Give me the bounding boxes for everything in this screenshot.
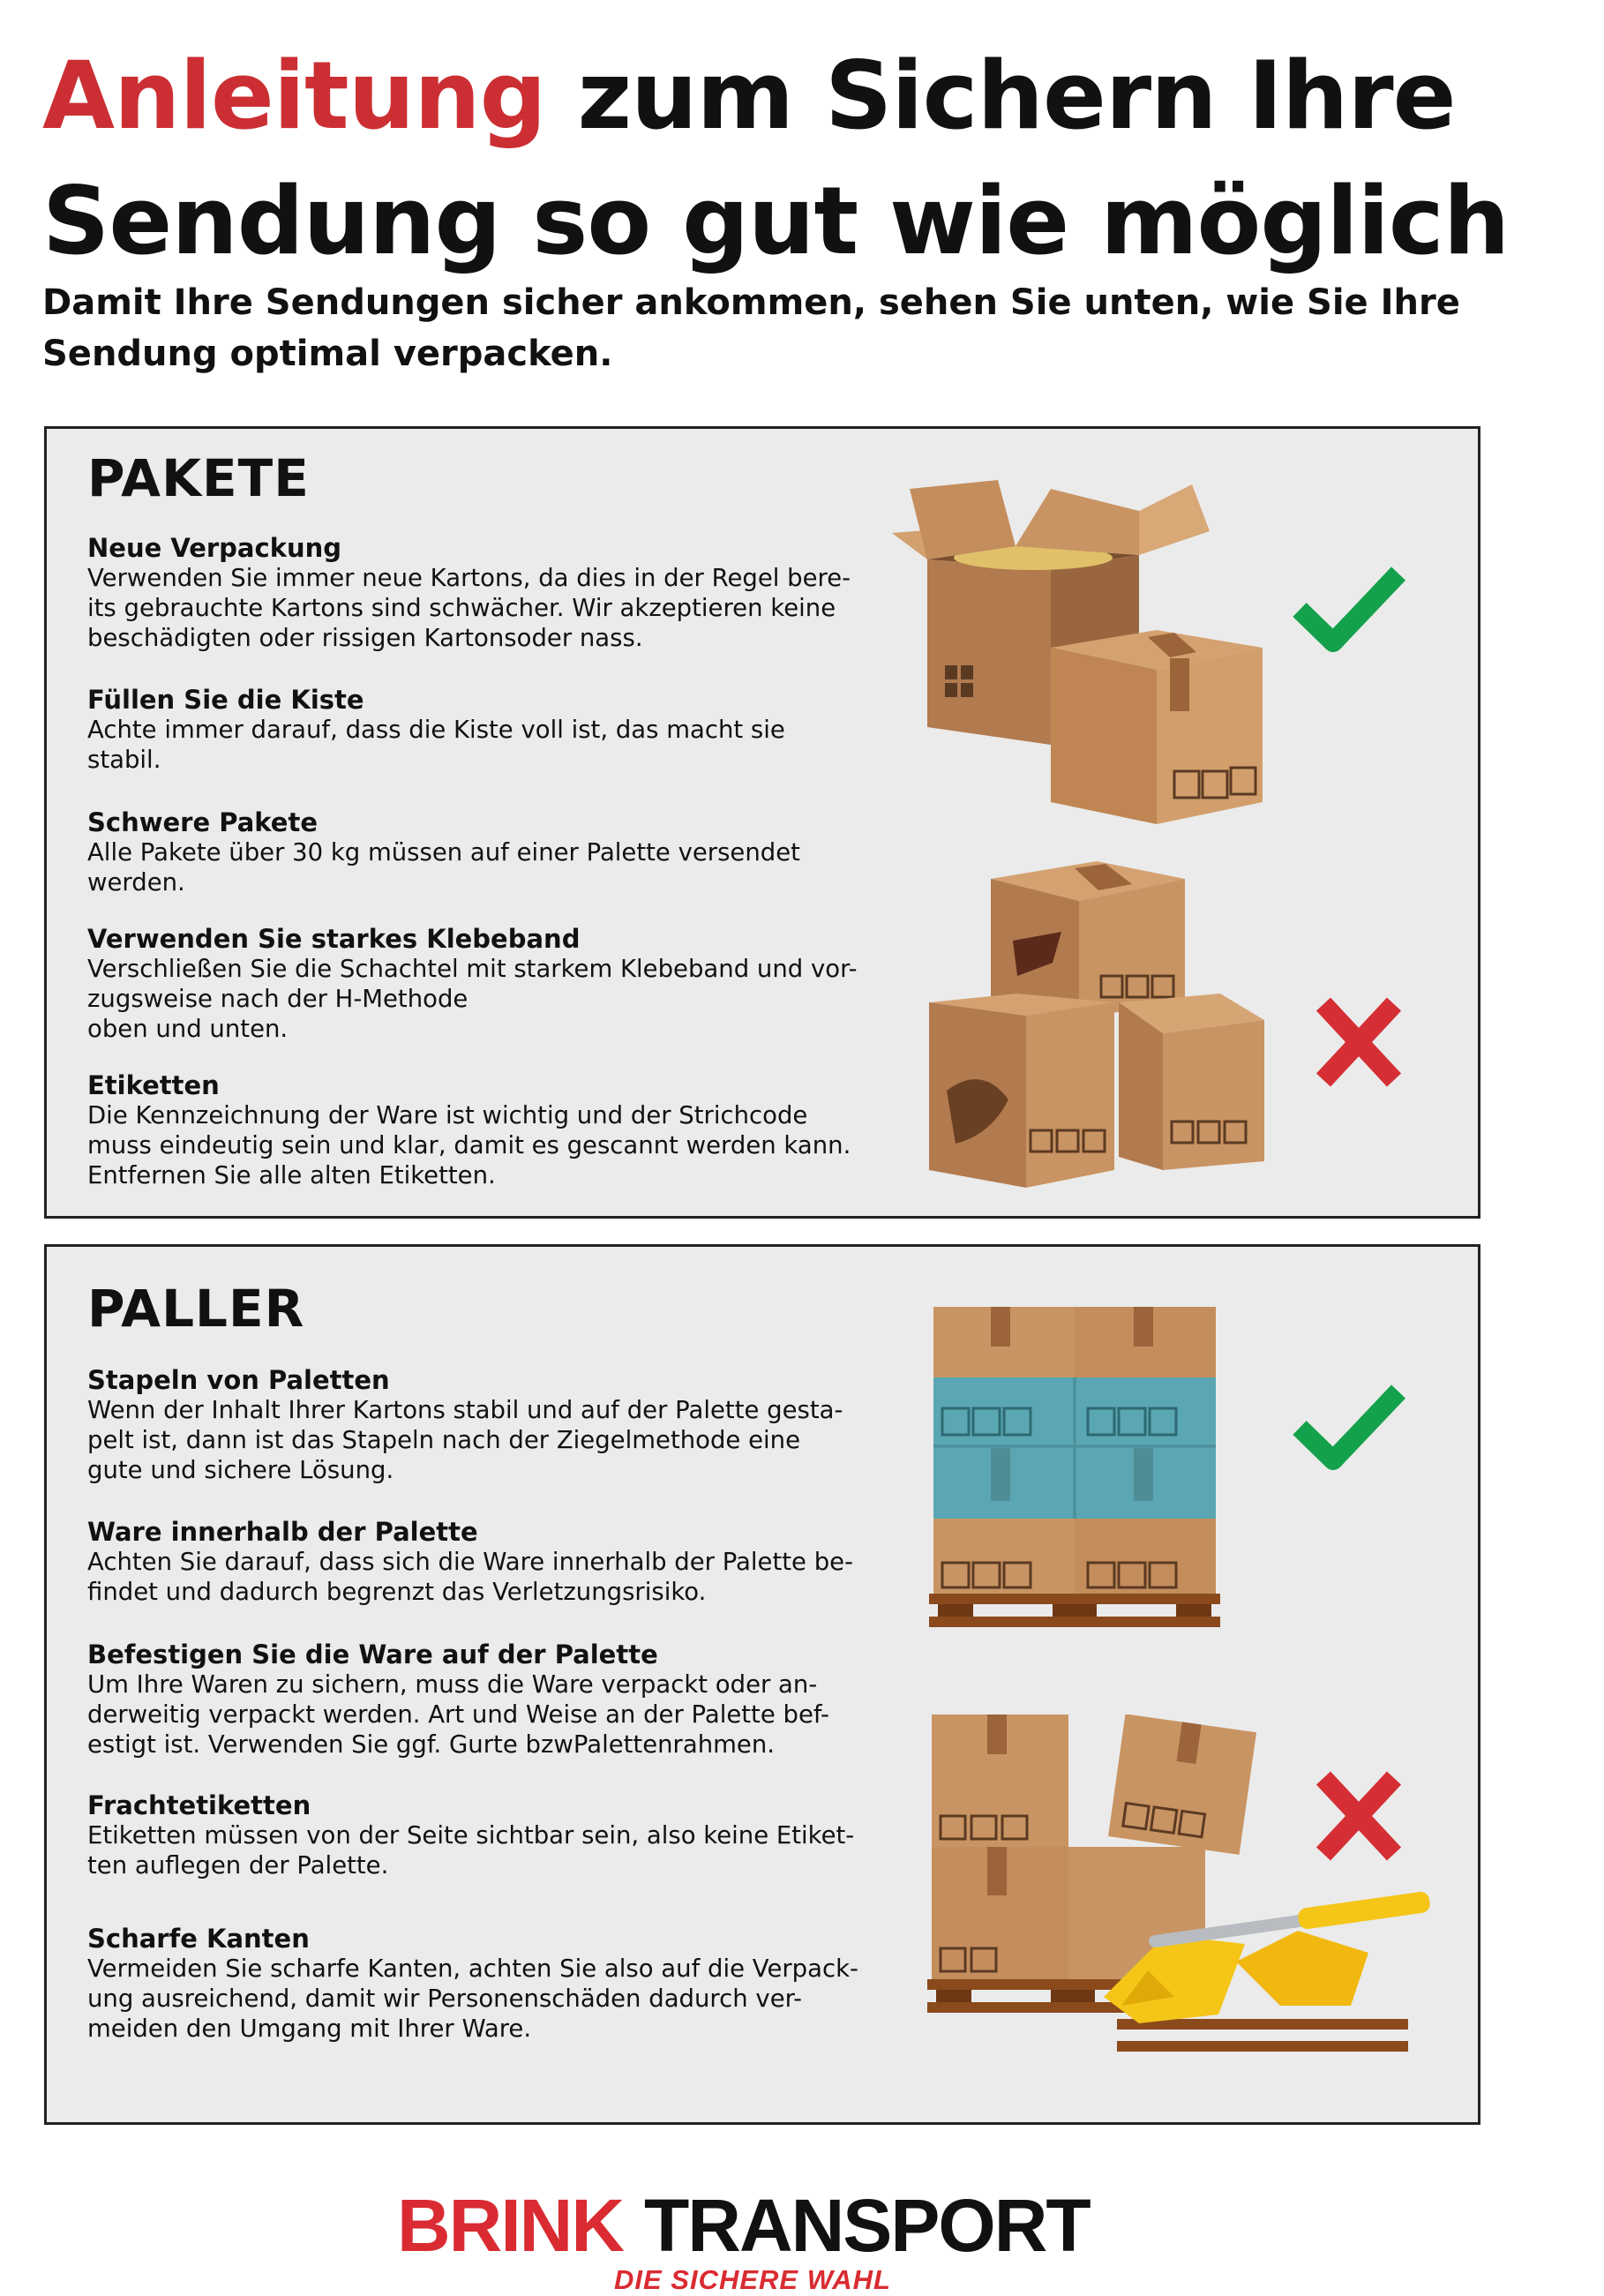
item-text: Wenn der Inhalt Ihrer Kartons stabil und auf der Palette gesta- pelt ist, dann ist das Stapeln nach der Ziegelmethode eine gute und sichere Lösung. (87, 1396, 843, 1484)
item-title: Etiketten (87, 1070, 220, 1100)
cross-icon (1301, 994, 1416, 1091)
brand-logo (397, 2184, 1138, 2295)
item-title: Ware innerhalb der Palette (87, 1517, 478, 1547)
good-boxes-illustration (874, 471, 1333, 824)
paller-item-within-pallet (87, 1517, 899, 1607)
pakete-item-heavy-packages (87, 807, 899, 897)
page-title (42, 34, 1542, 284)
pakete-item-new-packaging (87, 533, 899, 653)
item-text: Um Ihre Waren zu sichern, muss die Ware verpackt oder an- derweitig verpackt werden. Art und Weise an der Palette bef- estigt ist. Verwenden Sie ggf. Gurte bzwPalettenrahmen. (87, 1670, 829, 1759)
brand-name (397, 2184, 1138, 2267)
item-title: Scharfe Kanten (87, 1924, 310, 1954)
check-icon (1291, 1379, 1405, 1476)
paller-item-stacking (87, 1365, 899, 1485)
pakete-item-strong-tape (87, 924, 899, 1044)
item-text: Etiketten müssen von der Seite sichtbar sein, also keine Etiket- ten auflegen der Palette. (87, 1821, 855, 1880)
title-line2: Sendung so gut wie möglich (42, 167, 1510, 275)
brand-tagline: DIE SICHERE WAHL (614, 2264, 891, 2295)
item-title: Befestigen Sie die Ware auf der Palette (87, 1639, 658, 1669)
item-text: Verwenden Sie immer neue Kartons, da dies in der Regel bere- its gebrauchte Kartons sind schwächer. Wir akzeptieren keine beschädigten oder rissigen Kartonsoder nass. (87, 564, 851, 652)
check-icon (1291, 561, 1405, 658)
good-pallet-illustration (929, 1307, 1229, 1633)
pakete-heading: PAKETE (87, 448, 310, 508)
paller-item-secure-goods (87, 1639, 899, 1760)
item-text: Achte immer darauf, dass die Kiste voll ist, das macht sie stabil. (87, 716, 785, 774)
item-title: Neue Verpackung (87, 533, 342, 563)
item-text: Alle Pakete über 30 kg müssen auf einer Palette versendet werden. (87, 838, 800, 897)
damaged-boxes-illustration (929, 844, 1335, 1197)
paller-item-sharp-edges (87, 1924, 899, 2044)
pakete-item-fill-box (87, 685, 899, 775)
item-text: Achten Sie darauf, dass sich die Ware innerhalb der Palette be- findet und dadurch begrenzt das Verletzungsrisiko. (87, 1548, 853, 1606)
item-title: Verwenden Sie starkes Klebeband (87, 924, 581, 954)
page-subtitle: Damit Ihre Sendungen sicher ankommen, sehen Sie unten, wie Sie Ihre Sendung optimal verpacken. (42, 282, 1460, 374)
title-accent: Anleitung (42, 41, 546, 150)
paller-heading: PALLER (87, 1279, 305, 1339)
item-title: Frachtetiketten (87, 1790, 311, 1820)
cross-icon (1301, 1767, 1416, 1865)
item-text: Vermeiden Sie scharfe Kanten, achten Sie also auf die Verpack- ung ausreichend, damit wir Personenschäden dadurch ver- meiden den Umgang mit Ihrer Ware. (87, 1955, 858, 2043)
brand-name-part2: TRANSPORT (644, 2184, 1090, 2267)
pakete-panel (44, 426, 1480, 1219)
pakete-item-labels (87, 1070, 899, 1190)
item-text: Die Kennzeichnung der Ware ist wichtig und der Strichcode muss eindeutig sein und klar, damit es gescannt werden kann. Entfernen Sie alle alten Etiketten. (87, 1101, 851, 1189)
paller-item-freight-labels (87, 1790, 899, 1880)
item-title: Schwere Pakete (87, 807, 318, 837)
brand-name-part1: BRINK (397, 2184, 623, 2267)
item-title: Stapeln von Paletten (87, 1365, 390, 1395)
paller-panel (44, 1244, 1480, 2125)
item-title: Füllen Sie die Kiste (87, 685, 364, 715)
title-line1-rest: zum Sichern Ihre (577, 41, 1456, 150)
item-text: Verschließen Sie die Schachtel mit starkem Klebeband und vor- zugsweise nach der H-Methode oben und unten. (87, 955, 858, 1043)
